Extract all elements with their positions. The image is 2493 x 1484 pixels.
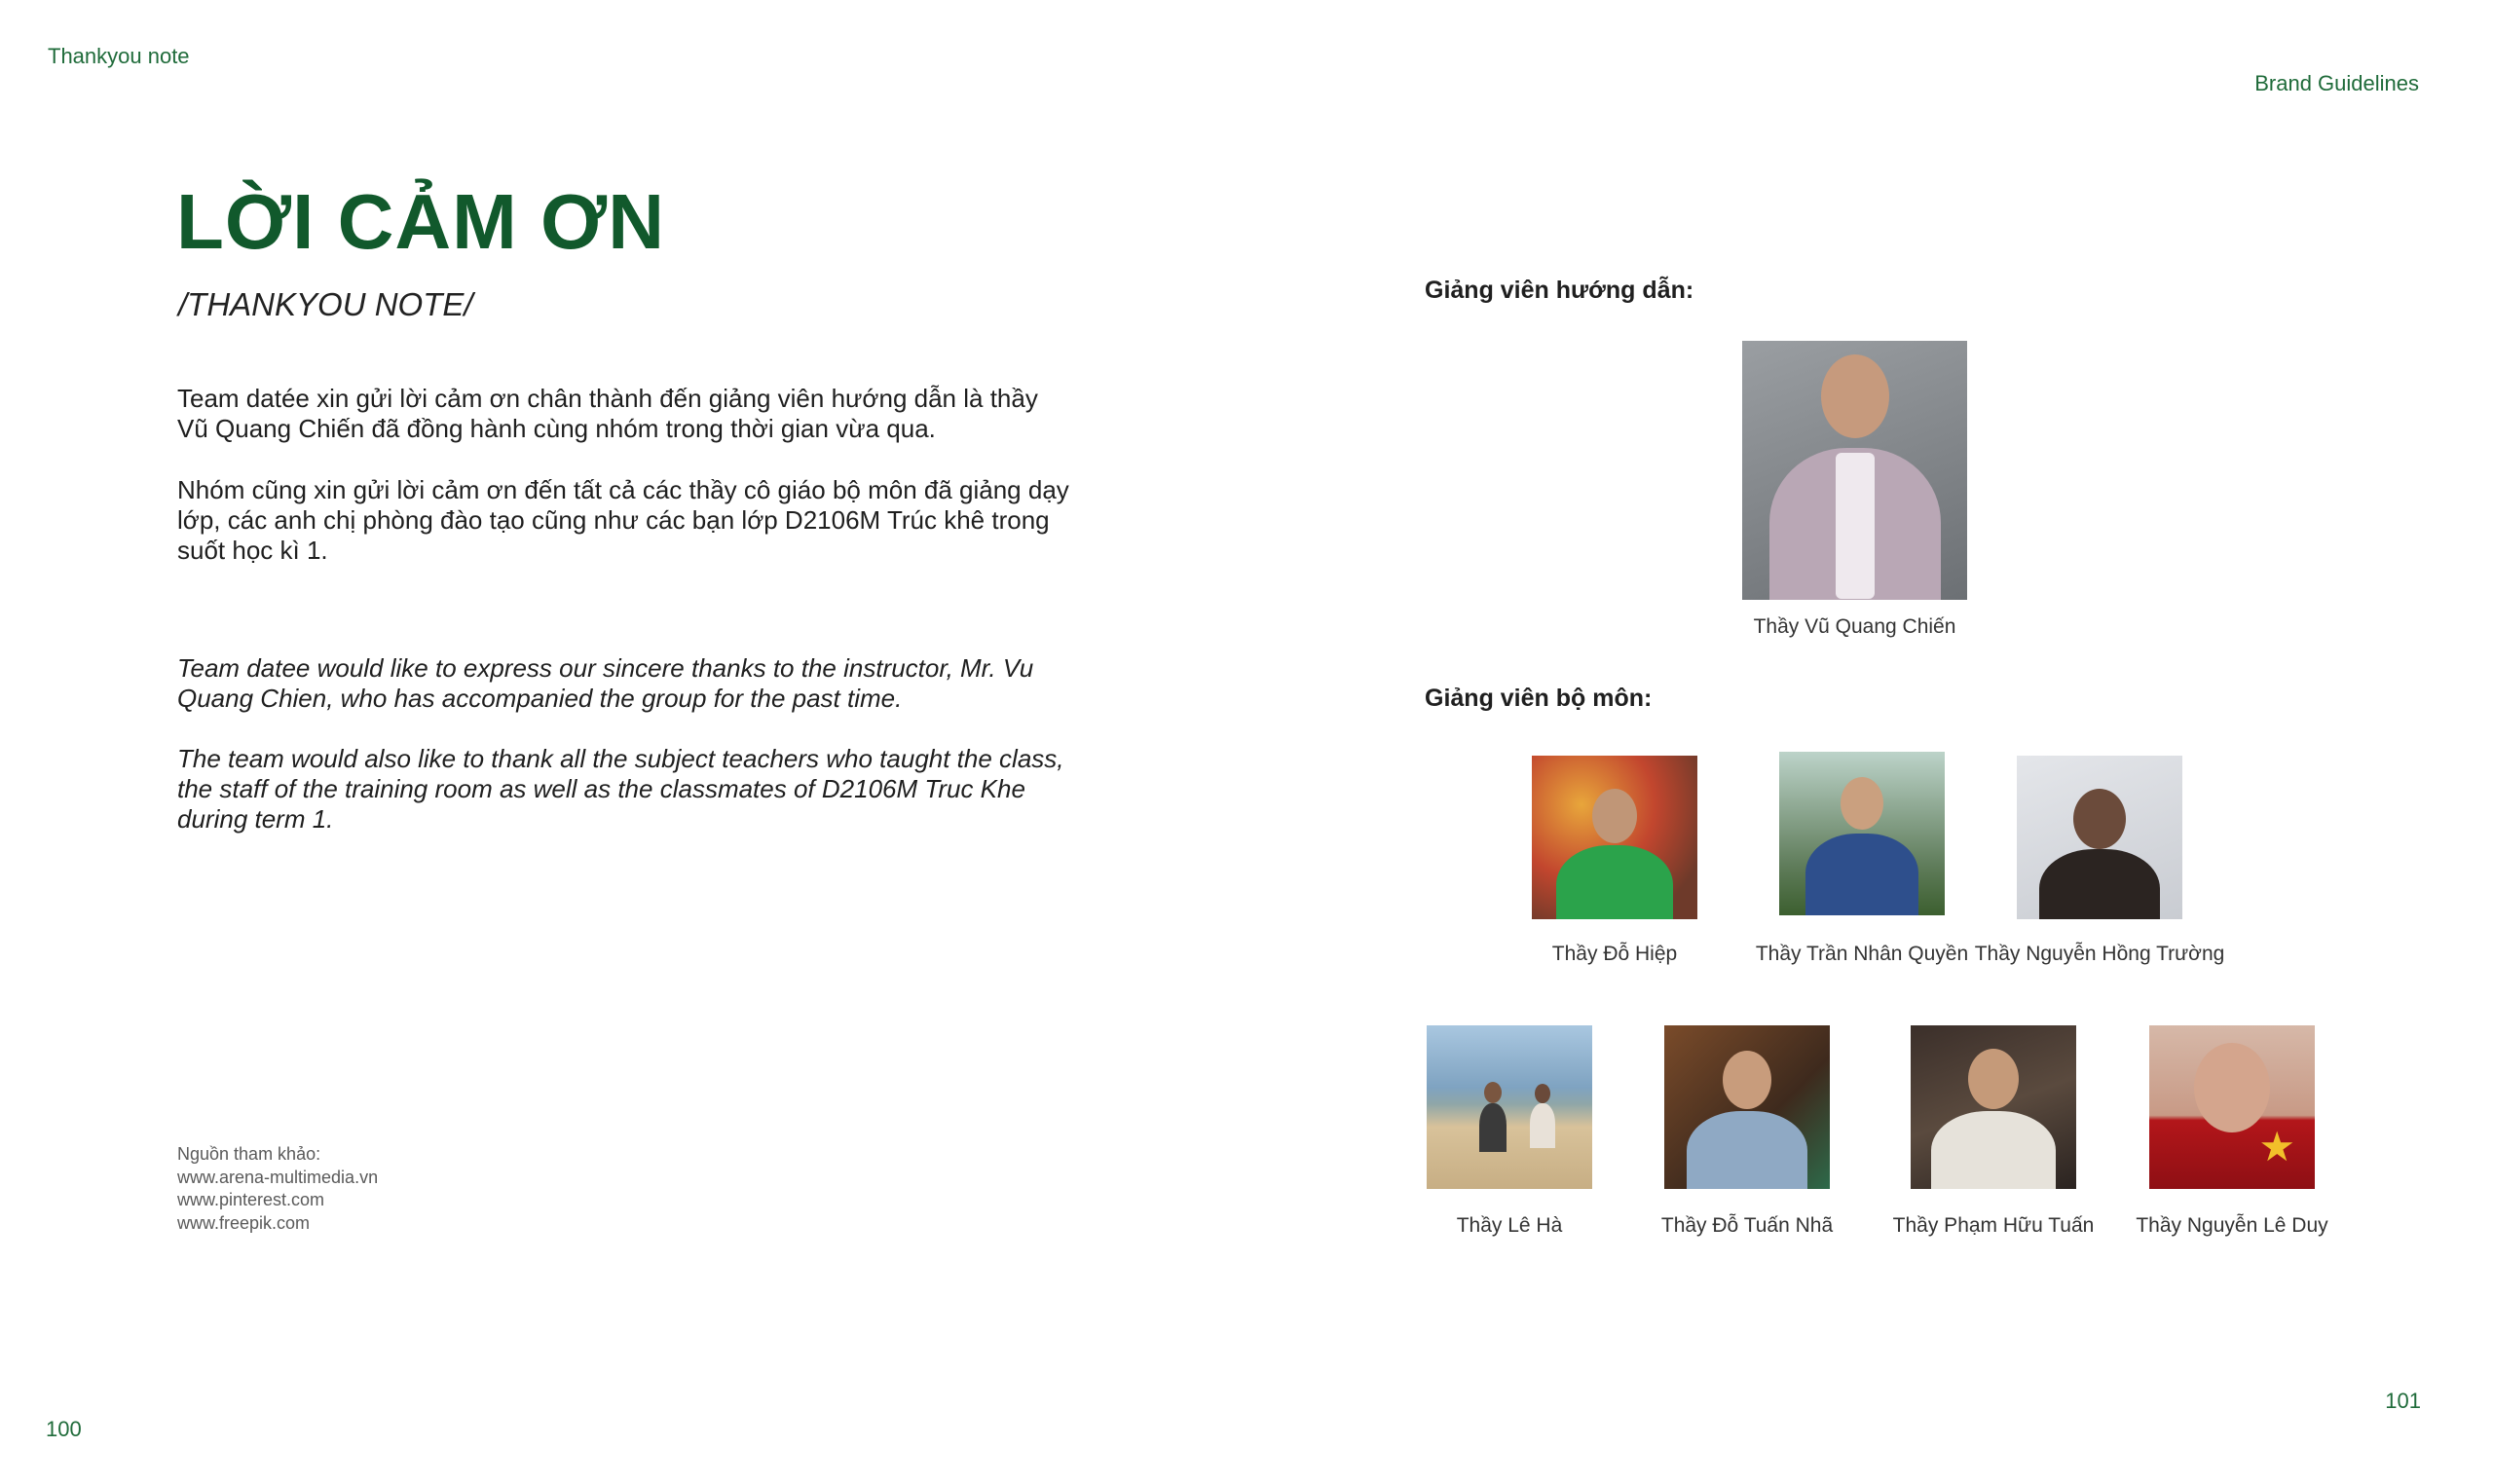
dept-section-label: Giảng viên bộ môn:: [1425, 685, 1653, 712]
teacher-photo: [1779, 752, 1945, 915]
references-label: Nguồn tham khảo:: [177, 1144, 321, 1164]
thanks-paragraph-vi-2: Nhóm cũng xin gửi lời cảm ơn đến tất cả các thầy cô giáo bộ môn đã giảng dạy lớp, các anh chị phòng đào tạo cũng như các bạn lớp D2106M Trúc khê trong suốt học kì 1.: [177, 475, 1069, 565]
guide-name: Thầy Vũ Quang Chiến: [1753, 615, 1956, 638]
star-icon: ★: [2258, 1124, 2295, 1169]
teacher-card: [1892, 1025, 2095, 1240]
teacher-photo: [1664, 1025, 1830, 1189]
teacher-card: [2136, 1025, 2328, 1240]
teacher-name: Thầy Nguyễn Hồng Trường: [1974, 943, 2225, 965]
section-header: Thankyou note: [48, 44, 190, 68]
teacher-name: Thầy Đỗ Tuấn Nhã: [1660, 1214, 1834, 1237]
thanks-paragraph-en-1: Team datee would like to express our sincere thanks to the instructor, Mr. Vu Quang Chien, who has accompanied the group for the past time.: [177, 653, 1034, 713]
reference-link: www.arena-multimedia.vn: [177, 1167, 379, 1187]
guide-section-label: Giảng viên hướng dẫn:: [1425, 277, 1694, 304]
thanks-paragraph-en-2: The team would also like to thank all the subject teachers who taught the class, the staff of the training room as well as the classmates of D2106M Truc Khe during term 1.: [177, 744, 1064, 834]
teacher-card: [1974, 756, 2225, 970]
thanks-paragraph-vi-1: Team datée xin gửi lời cảm ơn chân thành đến giảng viên hướng dẫn là thầy Vũ Quang Chiến đã đồng hành cùng nhóm trong thời gian vừa qua.: [177, 384, 1038, 443]
teacher-name: Thầy Nguyễn Lê Duy: [2136, 1214, 2328, 1237]
references: [177, 1143, 378, 1235]
teacher-card: [1660, 1025, 1834, 1240]
page-number-left: 100: [46, 1417, 82, 1441]
document-header: Brand Guidelines: [2254, 71, 2419, 95]
teacher-card: [1532, 756, 1697, 970]
teacher-photo: [2149, 1025, 2315, 1189]
teacher-name: Thầy Lê Hà: [1456, 1214, 1563, 1237]
reference-link: www.pinterest.com: [177, 1190, 325, 1209]
guide-photo: [1742, 341, 1967, 600]
teacher-card: [1427, 1025, 1592, 1240]
reference-link: www.freepik.com: [177, 1212, 311, 1233]
teacher-photo: [1911, 1025, 2076, 1189]
teacher-photo: [2017, 756, 2182, 919]
teacher-card: [1755, 752, 1969, 966]
page-number-right: 101: [2385, 1389, 2421, 1413]
teacher-name: Thầy Đỗ Hiệp: [1551, 943, 1678, 965]
teacher-name: Thầy Trần Nhân Quyền: [1755, 943, 1969, 965]
page-title: LỜI CẢM ƠN: [176, 178, 665, 265]
guide-card: [1742, 341, 1967, 643]
teacher-name: Thầy Phạm Hữu Tuấn: [1892, 1214, 2095, 1237]
page-subtitle: /THANKYOU NOTE/: [178, 286, 473, 322]
teacher-photo: [1427, 1025, 1592, 1189]
teacher-photo: [1532, 756, 1697, 919]
